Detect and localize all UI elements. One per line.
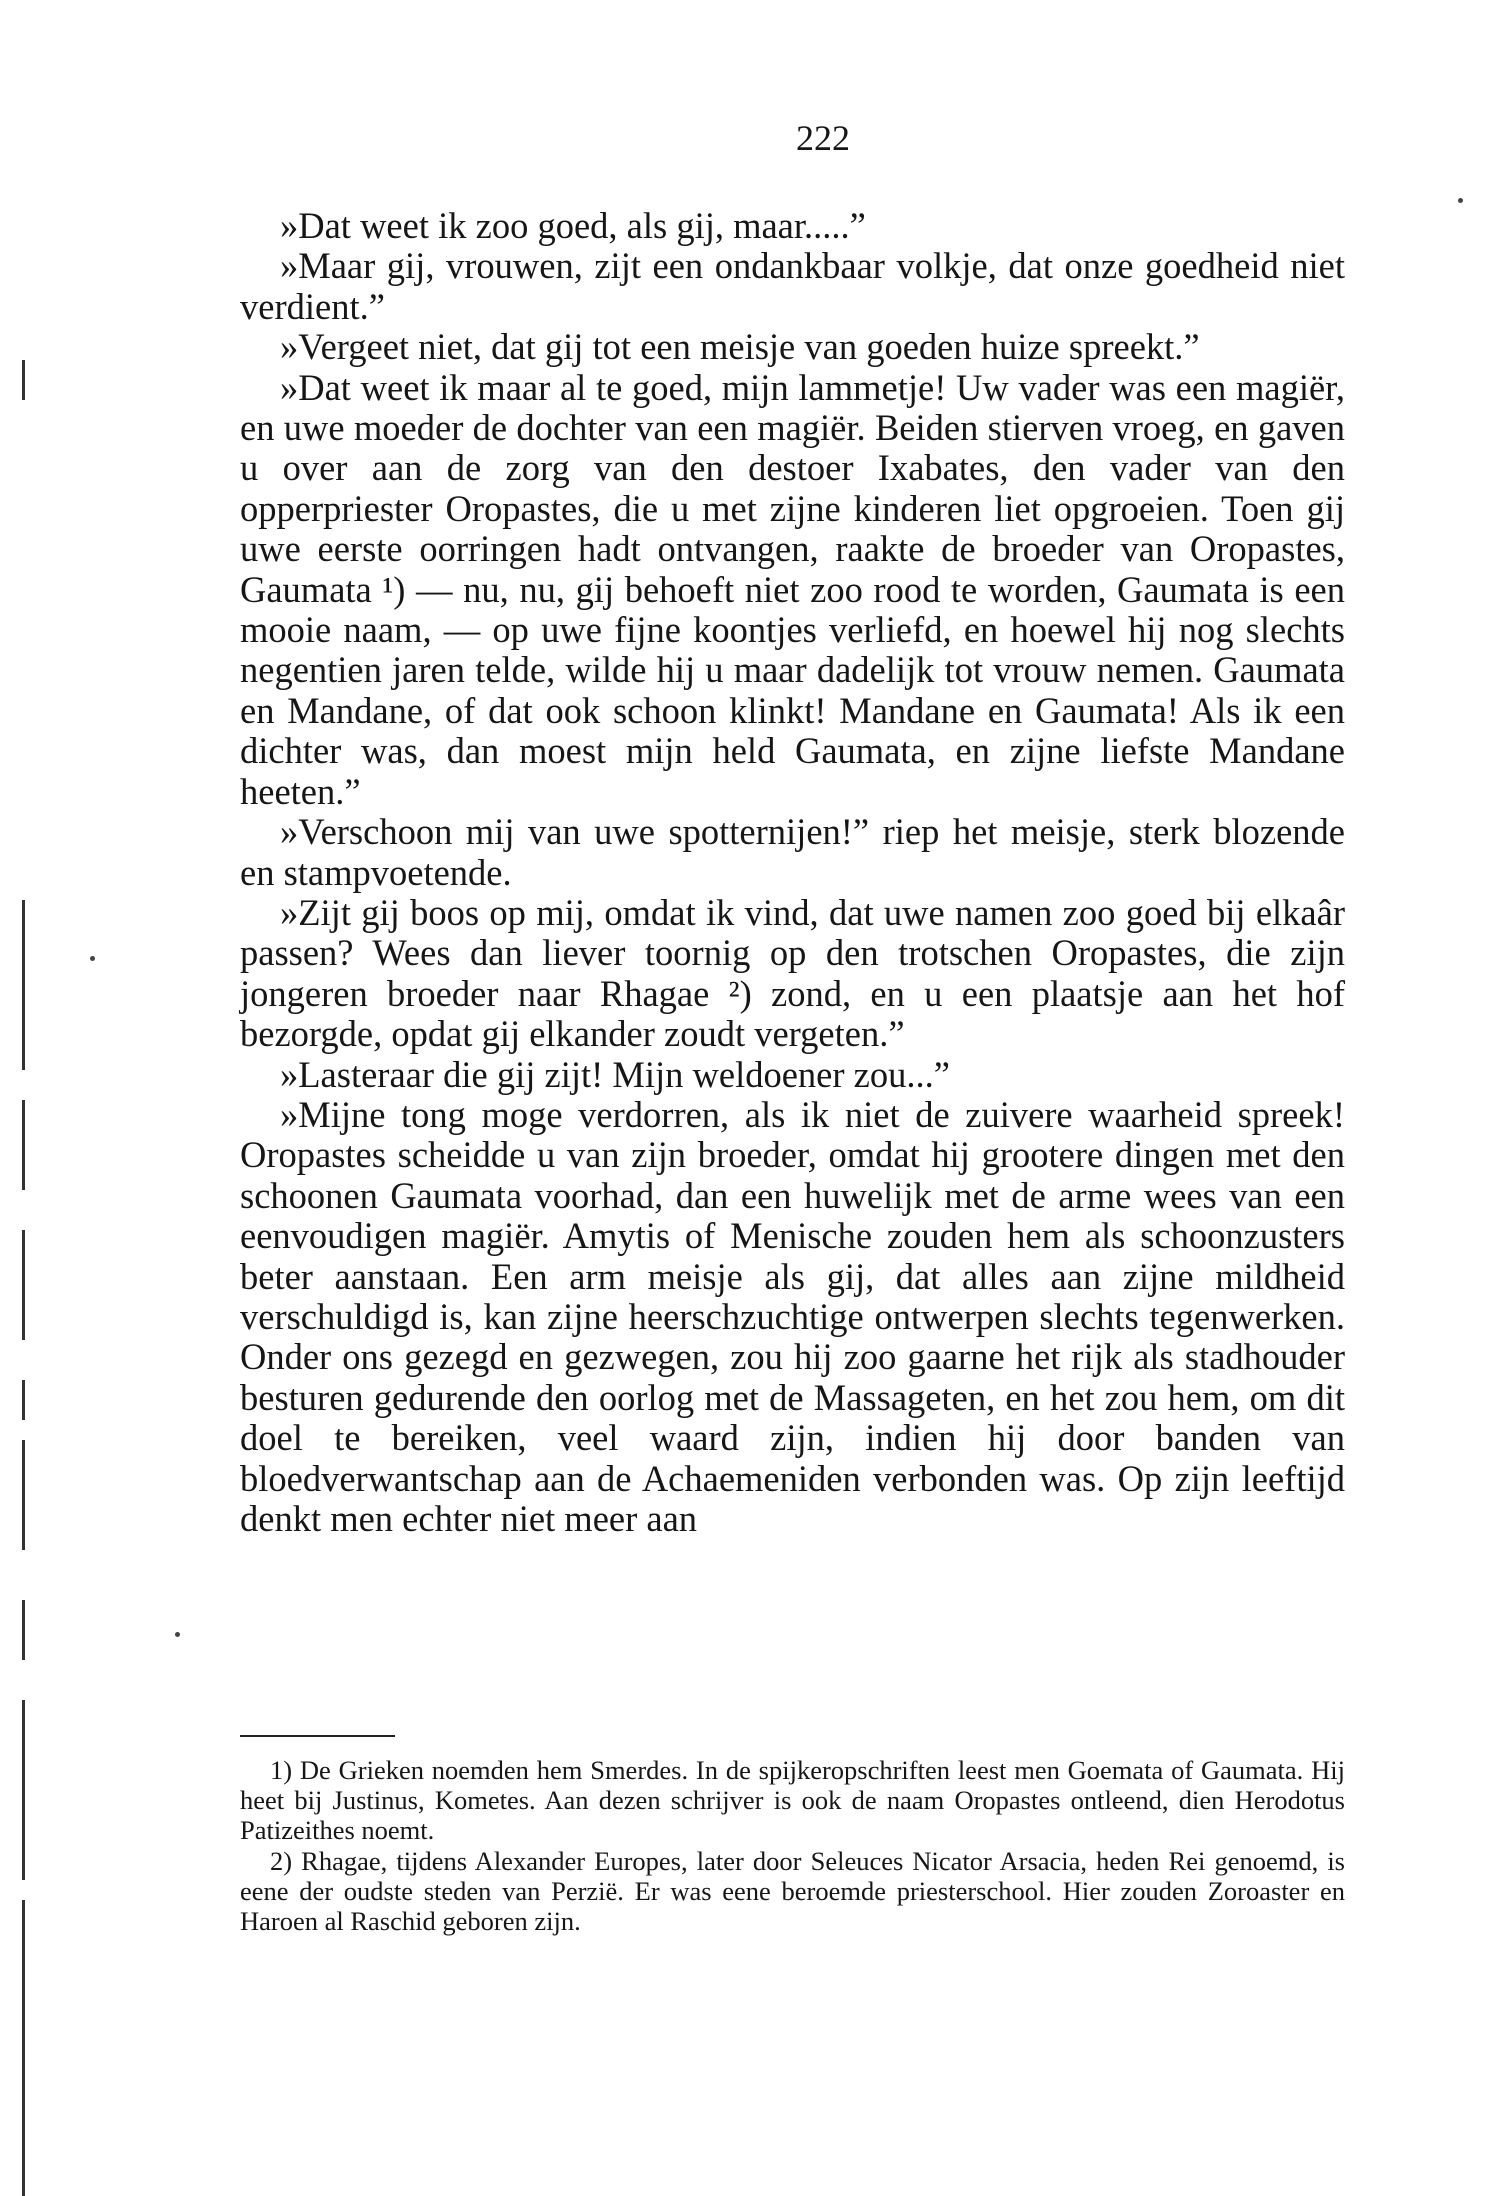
- paragraph: »Maar gij, vrouwen, zijt een ondankbaar volkje, dat onze goedheid niet verdient.”: [240, 245, 1345, 327]
- footnote: 2) Rhagae, tijdens Alexander Europes, later door Seleuces Nicator Arsacia, heden Rei genoemd, is eene der oudste steden van Perzië. Er was eene beroemde priesterschool. Hier zouden Zoroaster en Haroen al Raschid geboren zijn.: [240, 1845, 1345, 1937]
- paragraph: »Mijne tong moge verdorren, als ik niet de zuivere waarheid spreek! Oropastes scheidde u van zijn broeder, omdat hij grootere dingen met den schoonen Gaumata voorhad, dan een huwelijk met de arme wees van een eenvoudigen magiër. Amytis of Menische zouden hem als schoonzusters beter aanstaan. Een arm meisje als gij, dat alles aan zijne mildheid verschuldigd is, kan zijne heerschzuchtige ontwerpen slechts tegenwerken. Onder ons gezegd en gezwegen, zou hij zoo gaarne het rijk als stadhouder besturen gedurende den oorlog met de Massageten, en het zou hem, om dit doel te bereiken, veel waard zijn, indien hij door banden van bloedverwantschap aan de Achaemeniden verbonden was. Op zijn leeftijd denkt men echter niet meer aan: [240, 1093, 1345, 1539]
- scan-speck: [90, 956, 95, 961]
- scan-edge-artifact: [0, 0, 60, 2196]
- footnote: 1) De Grieken noemden hem Smerdes. In de spijkeropschriften leest men Goemata of Gaumata. Hij heet bij Justinus, Kometes. Aan dezen schrijver is ook de naam Oropastes ontleend, dien Herodotus Patizeithes noemt.: [240, 1755, 1345, 1846]
- paragraph: »Verschoon mij van uwe spotternijen!” riep het meisje, sterk blozende en stampvoetende.: [240, 811, 1345, 893]
- paragraph: »Dat weet ik maar al te goed, mijn lammetje! Uw vader was een magiër, en uwe moeder de dochter van een magiër. Beiden stierven vroeg, en gaven u over aan de zorg van den destoer Ixabates, den vader van den opperpriester Oropastes, die u met zijne kinderen liet opgroeien. Toen gij uwe eerste oorringen hadt ontvangen, raakte de broeder van Oropastes, Gaumata ¹) — nu, nu, gij behoeft niet zoo rood te worden, Gaumata is een mooie naam, — op uwe fijne koontjes verliefd, en hoewel hij nog slechts negentien jaren telde, wilde hij u maar dadelijk tot vrouw nemen. Gaumata en Mandane, of dat ook schoon klinkt! Mandane en Gaumata! Als ik een dichter was, dan moest mijn held Gaumata, en zijne liefste Mandane heeten.”: [240, 366, 1345, 812]
- paragraph: »Zijt gij boos op mij, omdat ik vind, dat uwe namen zoo goed bij elkaâr passen? Wees dan liever toornig op den trotschen Oropastes, die zijn jongeren broeder naar Rhagae ²) zond, en u een plaatsje aan het hof bezorgde, opdat gij elkander zoudt vergeten.”: [240, 891, 1345, 1055]
- main-text: [240, 206, 1345, 1539]
- paragraph: »Lasteraar die gij zijt! Mijn weldoener zou...”: [280, 1053, 950, 1095]
- scan-speck: [175, 1632, 180, 1637]
- page-number: 222: [796, 118, 850, 158]
- paragraph: »Dat weet ik zoo goed, als gij, maar.....”: [280, 205, 866, 246]
- paragraph: »Vergeet niet, dat gij tot een meisje van goeden huize spreekt.”: [280, 326, 1200, 368]
- footnotes: [240, 1755, 1345, 1936]
- scan-speck: [1458, 198, 1463, 203]
- footnote-divider: [240, 1735, 395, 1737]
